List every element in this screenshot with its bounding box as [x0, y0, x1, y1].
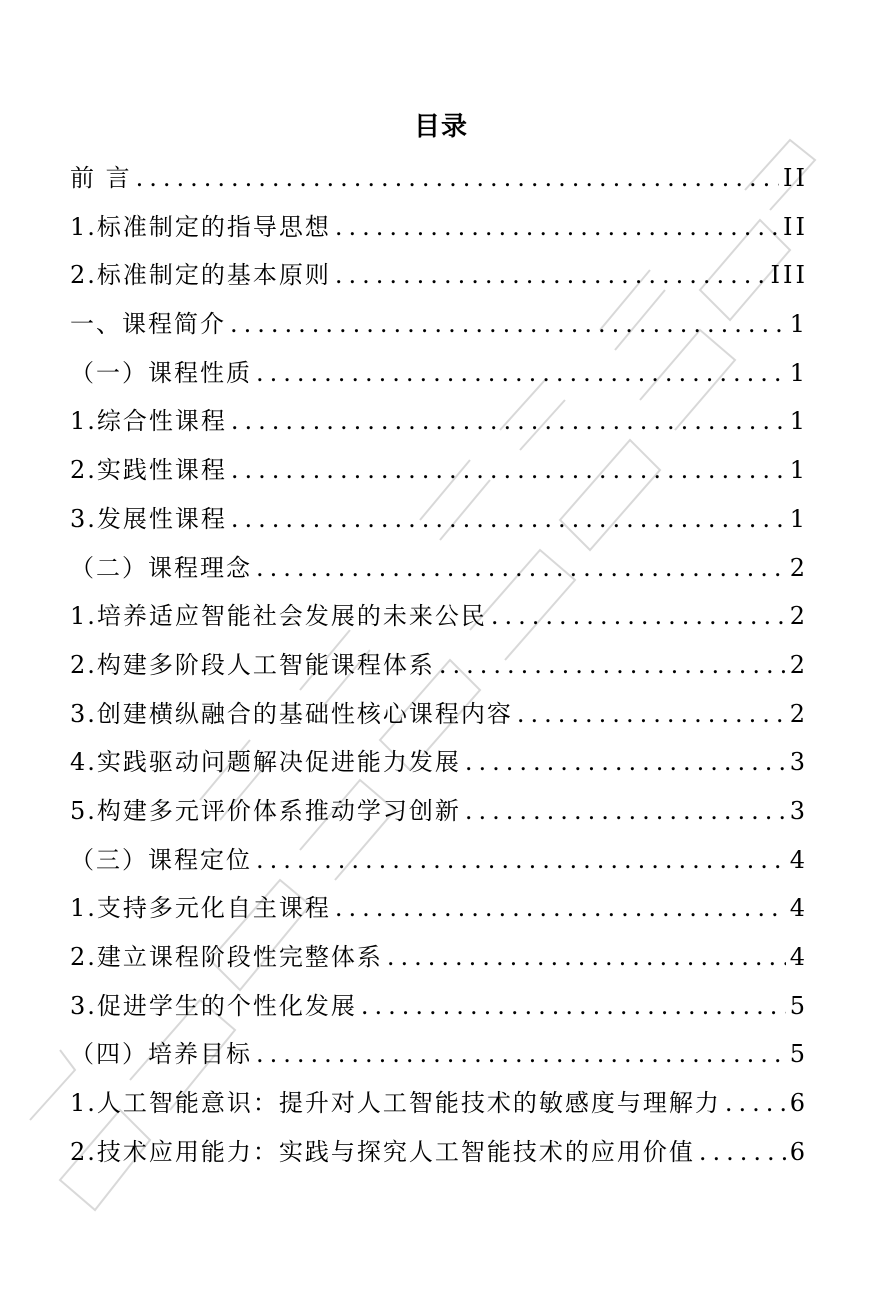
toc-entry-label: 3.创建横纵融合的基础性核心课程内容: [70, 699, 513, 728]
toc-entry-label: （四）培养目标: [70, 1040, 252, 1069]
toc-entry[interactable]: [70, 397, 808, 446]
toc-entry-page: 3: [789, 796, 808, 825]
toc-leader-dots: [256, 349, 786, 398]
toc-leader-dots: [231, 446, 786, 495]
toc-leader-dots: [231, 397, 786, 446]
toc-entry-label: 2.标准制定的基本原则: [70, 261, 331, 290]
toc-leader-dots: [439, 641, 786, 690]
toc-leader-dots: [361, 982, 786, 1031]
table-of-contents: [70, 154, 808, 1176]
toc-entry[interactable]: [70, 251, 808, 300]
toc-entry-page: 5: [789, 991, 808, 1020]
toc-leader-dots: [517, 690, 786, 739]
toc-entry-label: 2.构建多阶段人工智能课程体系: [70, 650, 435, 679]
toc-entry-label: 2.建立课程阶段性完整体系: [70, 943, 383, 971]
toc-entry-page: III: [770, 261, 808, 290]
toc-entry[interactable]: [70, 884, 808, 933]
page-title: 目录: [413, 112, 468, 142]
toc-entry-page: II: [783, 212, 808, 241]
toc-leader-dots: [387, 933, 786, 982]
toc-leader-dots: [136, 154, 779, 203]
toc-leader-dots: [465, 738, 786, 787]
toc-entry-page: 4: [789, 845, 808, 874]
toc-entry-label: 3.发展性课程: [70, 504, 227, 533]
toc-leader-dots: [231, 495, 786, 544]
toc-entry[interactable]: [70, 300, 808, 349]
toc-entry-label: 一、课程简介: [70, 310, 226, 339]
toc-entry-label: 1.培养适应智能社会发展的未来公民: [70, 602, 487, 631]
toc-entry[interactable]: [70, 982, 808, 1031]
toc-entry-page: 2: [789, 602, 808, 631]
toc-entry[interactable]: [70, 1079, 808, 1128]
toc-entry-page: 5: [789, 1040, 808, 1069]
toc-entry[interactable]: [70, 641, 808, 690]
toc-leader-dots: [335, 203, 779, 252]
toc-entry[interactable]: [70, 544, 808, 593]
toc-leader-dots: [256, 544, 786, 593]
toc-entry[interactable]: [70, 592, 808, 641]
toc-entry[interactable]: [70, 495, 808, 544]
toc-leader-dots: [256, 836, 786, 885]
toc-entry-page: 4: [789, 894, 808, 923]
toc-leader-dots: [256, 1030, 786, 1079]
toc-entry-label: 5.构建多元评价体系推动学习创新: [70, 796, 461, 825]
toc-leader-dots: [699, 1128, 786, 1177]
toc-entry-label: 前 言: [70, 164, 132, 192]
toc-entry-page: 1: [789, 504, 808, 533]
toc-entry-label: 2.技术应用能力：实践与探究人工智能技术的应用价值: [70, 1137, 695, 1166]
toc-entry-page: 6: [789, 1089, 808, 1118]
toc-entry-page: 1: [789, 407, 808, 436]
toc-entry[interactable]: [70, 446, 808, 495]
toc-entry[interactable]: [70, 154, 808, 203]
toc-entry-label: 1.标准制定的指导思想: [70, 212, 331, 241]
toc-leader-dots: [491, 592, 786, 641]
toc-entry-label: 1.综合性课程: [70, 407, 227, 436]
toc-entry-page: II: [783, 164, 808, 192]
toc-entry-page: 6: [789, 1137, 808, 1166]
toc-leader-dots: [230, 300, 786, 349]
toc-entry-page: 2: [789, 699, 808, 728]
toc-entry-page: 2: [789, 650, 808, 679]
toc-entry-label: 3.促进学生的个性化发展: [70, 991, 357, 1020]
toc-entry[interactable]: [70, 1128, 808, 1177]
toc-entry-page: 4: [789, 943, 808, 971]
toc-entry[interactable]: [70, 933, 808, 982]
toc-leader-dots: [725, 1079, 786, 1128]
toc-entry-label: 1.支持多元化自主课程: [70, 894, 331, 923]
toc-entry-label: （二）课程理念: [70, 553, 252, 582]
toc-entry[interactable]: [70, 690, 808, 739]
toc-entry[interactable]: [70, 836, 808, 885]
toc-entry-label: （三）课程定位: [70, 845, 252, 874]
toc-entry-page: 3: [789, 748, 808, 777]
toc-entry[interactable]: [70, 349, 808, 398]
toc-leader-dots: [335, 884, 786, 933]
toc-entry-label: 2.实践性课程: [70, 456, 227, 485]
toc-entry[interactable]: [70, 203, 808, 252]
toc-entry-page: 1: [789, 310, 808, 339]
toc-entry[interactable]: [70, 1030, 808, 1079]
toc-entry[interactable]: [70, 787, 808, 836]
toc-entry-label: 1.人工智能意识：提升对人工智能技术的敏感度与理解力: [70, 1089, 721, 1118]
toc-leader-dots: [335, 251, 767, 300]
toc-entry-page: 1: [789, 358, 808, 387]
toc-leader-dots: [465, 787, 786, 836]
toc-entry-label: 4.实践驱动问题解决促进能力发展: [70, 748, 461, 777]
toc-entry-page: 1: [789, 456, 808, 485]
toc-entry[interactable]: [70, 738, 808, 787]
toc-entry-label: （一）课程性质: [70, 358, 252, 387]
toc-entry-page: 2: [789, 553, 808, 582]
